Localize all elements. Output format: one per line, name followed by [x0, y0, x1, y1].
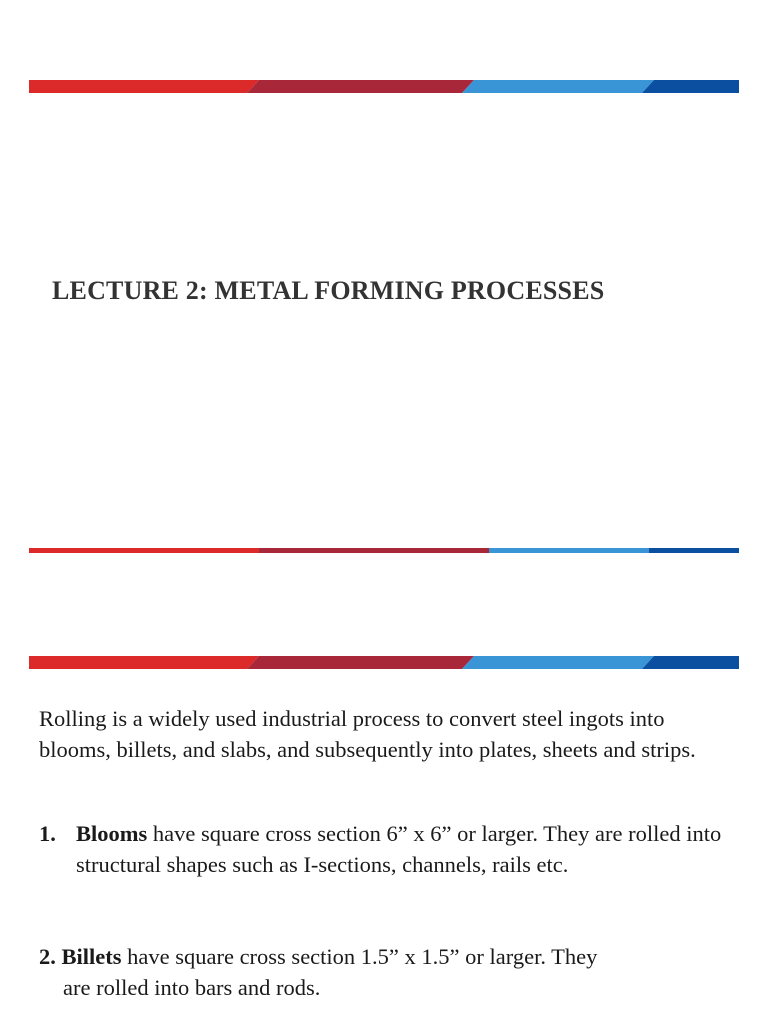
lecture-title: LECTURE 2: METAL FORMING PROCESSES — [52, 276, 605, 305]
bar-segment-red — [29, 656, 259, 669]
bar-segment-light-blue — [462, 80, 654, 93]
list-number: 2. — [39, 944, 56, 969]
list-item-blooms — [39, 818, 739, 880]
list-item-body — [39, 941, 739, 972]
line-segment-light-blue — [489, 548, 649, 553]
slide2-decorative-bar — [29, 656, 739, 669]
item-text-line1: have square cross section 1.5” x 1.5” or larger. They — [121, 944, 598, 969]
bar-segment-light-blue — [462, 656, 654, 669]
bar-segment-red — [29, 80, 259, 93]
bar-segment-dark-red — [247, 80, 474, 93]
item-text-rest: are rolled into bars and rods. — [63, 975, 321, 1000]
line-segment-dark-blue — [649, 548, 739, 553]
bar-segment-dark-blue — [642, 80, 739, 93]
list-item-body — [76, 818, 739, 880]
list-number: 1. — [39, 821, 56, 846]
term-blooms: Blooms — [76, 821, 148, 846]
item-text-line1: have square cross section 6” x 6” or larger. They are — [147, 821, 623, 846]
bar-segment-dark-red — [247, 656, 474, 669]
intro-paragraph: Rolling is a widely used industrial process to convert steel ingots into blooms, billets, and slabs, and subsequently into plates, sheets and strips. — [39, 706, 696, 762]
line-segment-dark-red — [259, 548, 489, 553]
bottom-decorative-line — [29, 548, 739, 553]
item-text-rest: rolled into structural shapes such as I-sections, channels, rails etc. — [76, 821, 722, 877]
term-billets: Billets — [61, 944, 122, 969]
list-item-billets — [39, 941, 739, 1003]
top-decorative-bar — [29, 80, 739, 93]
bar-segment-dark-blue — [642, 656, 739, 669]
line-segment-red — [29, 548, 259, 553]
